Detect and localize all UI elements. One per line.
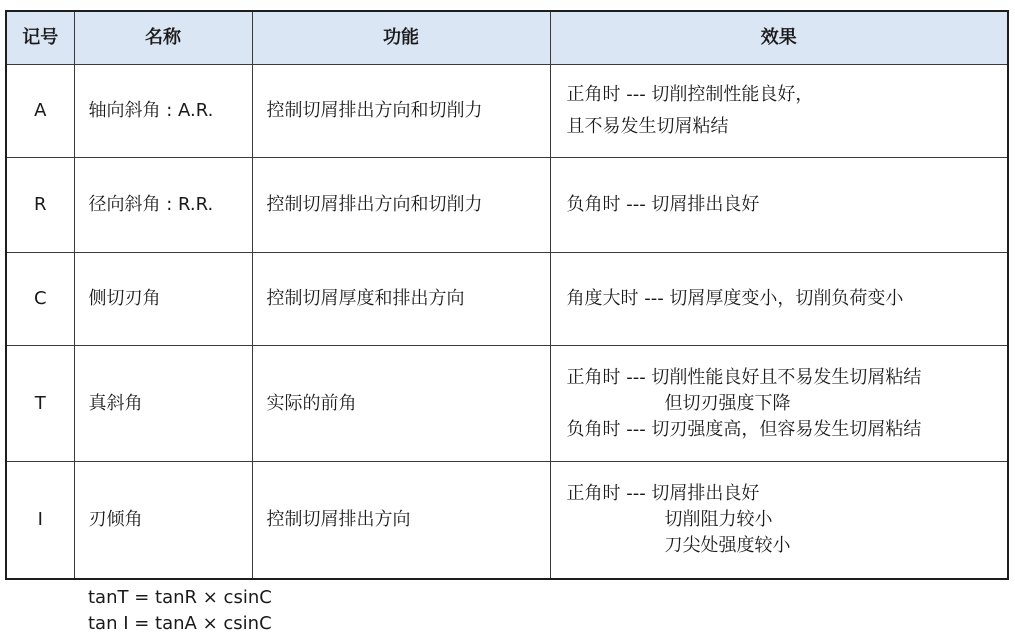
effect-line: 切削阻力较小 bbox=[664, 508, 773, 530]
effect-line: 正角时 --- 切屑排出良好 bbox=[566, 482, 760, 504]
cell-function: 实际的前角 bbox=[252, 346, 550, 462]
formula-block bbox=[88, 585, 272, 637]
effect-line: 刀尖处强度较小 bbox=[664, 534, 791, 556]
cell-name: 真斜角 bbox=[74, 346, 252, 462]
cell-name: 侧切刃角 bbox=[74, 253, 252, 346]
cell-function: 控制切屑排出方向和切削力 bbox=[252, 158, 550, 253]
cell-symbol: R bbox=[6, 158, 74, 253]
angle-table-container bbox=[5, 10, 1007, 578]
cell-effect bbox=[550, 65, 1008, 158]
cell-symbol: C bbox=[6, 253, 74, 346]
effect-line: 但切刃强度下降 bbox=[664, 392, 791, 414]
effect-line: 负角时 --- 切刃强度高，但容易发生切屑粘结 bbox=[566, 418, 922, 440]
cell-name: 刃倾角 bbox=[74, 462, 252, 579]
effect-line: 负角时 --- 切屑排出良好 bbox=[566, 194, 760, 215]
cell-function: 控制切屑厚度和排出方向 bbox=[252, 253, 550, 346]
formula-tan-i: tan I = tanA × csinC bbox=[88, 613, 272, 634]
cell-symbol: T bbox=[6, 346, 74, 462]
table-row-t bbox=[6, 346, 1008, 462]
table-row-r bbox=[6, 158, 1008, 253]
formula-tan-t: tanT = tanR × csinC bbox=[88, 587, 272, 608]
effect-line: 角度大时 --- 切屑厚度变小，切削负荷变小 bbox=[566, 288, 904, 309]
cell-name: 径向斜角 : R.R. bbox=[74, 158, 252, 253]
header-function: 功能 bbox=[252, 11, 550, 65]
cell-effect bbox=[550, 253, 1008, 346]
table-row-i bbox=[6, 462, 1008, 579]
cell-effect bbox=[550, 462, 1008, 579]
cell-symbol: A bbox=[6, 65, 74, 158]
effect-line: 正角时 --- 切削性能良好且不易发生切屑粘结 bbox=[566, 366, 922, 388]
cell-function: 控制切屑排出方向 bbox=[252, 462, 550, 579]
cutting-angle-table bbox=[5, 10, 1009, 580]
effect-line: 且不易发生切屑粘结 bbox=[566, 116, 729, 137]
cell-function: 控制切屑排出方向和切削力 bbox=[252, 65, 550, 158]
cell-symbol: I bbox=[6, 462, 74, 579]
effect-line: 正角时 --- 切削控制性能良好， bbox=[566, 84, 814, 105]
cell-effect bbox=[550, 158, 1008, 253]
table-header-row bbox=[6, 11, 1008, 65]
table-row-a bbox=[6, 65, 1008, 158]
header-name: 名称 bbox=[74, 11, 252, 65]
cell-name: 轴向斜角 : A.R. bbox=[74, 65, 252, 158]
table-row-c bbox=[6, 253, 1008, 346]
cell-effect bbox=[550, 346, 1008, 462]
header-effect: 效果 bbox=[550, 11, 1008, 65]
header-symbol: 记号 bbox=[6, 11, 74, 65]
